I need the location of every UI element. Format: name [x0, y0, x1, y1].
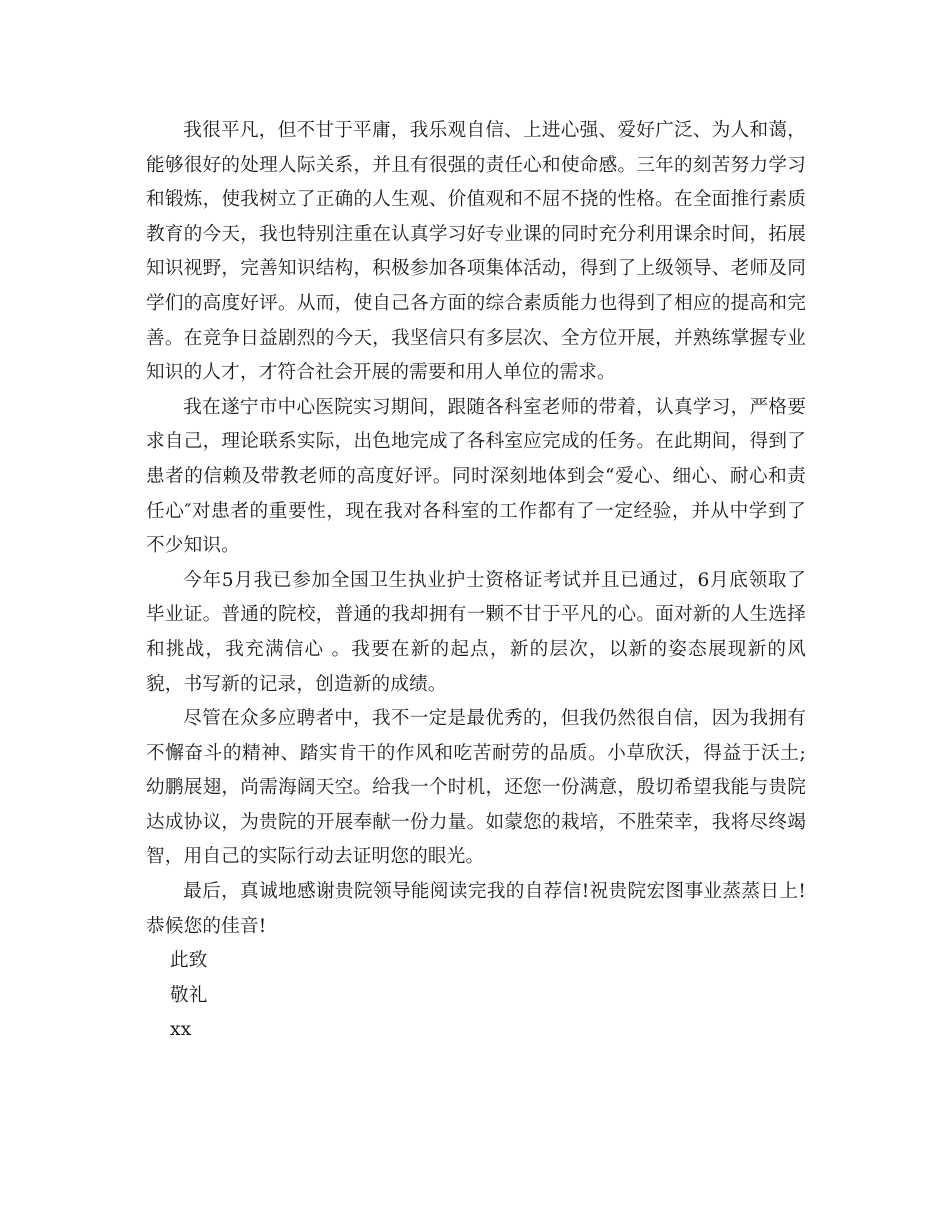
signature: xx	[170, 1019, 192, 1041]
paragraph-internship: 我在遂宁市中心医院实习期间，跟随各科室老师的带着，认真学习，严格要求自己，理论联系实际，出色地完成了各科室应完成的任务。在此期间，得到了患者的信赖及带教老师的高度好评。同时深刻地体到会“爱心、细心、耐心和责任心″对患者的重要性，现在我对各科室的工作都有了一定经验，并从中学到了不少知识。	[146, 396, 806, 557]
paragraph-certification: 今年5月我已参加全国卫生执业护士资格证考试并且已通过，6月底领取了毕业证。普通的院校，普通的我却拥有一颗不甘于平凡的心。面对新的人生选择和挑战，我充满信心 。我要在新的起点，新的层次，以新的姿态展现新的风貌，书写新的记录，创造新的成绩。	[146, 569, 806, 695]
closing-regards: 敬礼	[170, 984, 208, 1006]
paragraph-self-intro: 我很平凡，但不甘于平庸，我乐观自信、上进心强、爱好广泛、为人和蔼，能够很好的处理人际关系，并且有很强的责任心和使命感。三年的刻苦努力学习和锻炼，使我树立了正确的人生观、价值观和不屈不挠的性格。在全面推行素质教育的今天，我也特别注重在认真学习好专业课的同时充分利用课余时间，拓展知识视野，完善知识结构，积极参加各项集体活动，得到了上级领导、老师及同学们的高度好评。从而，使自己各方面的综合素质能力也得到了相应的提高和完善。在竞争日益剧烈的今天，我坚信只有多层次、全方位开展，并熟练掌握专业知识的人才，才符合社会开展的需要和用人单位的需求。	[146, 120, 806, 384]
paragraph-aspiration: 尽管在众多应聘者中，我不一定是最优秀的，但我仍然很自信，因为我拥有不懈奋斗的精神、踏实肯干的作风和吃苦耐劳的品质。小草欣沃，得益于沃土;幼鹏展翅，尚需海阔天空。给我一个时机，还您一份满意，殷切希望我能与贵院达成协议，为贵院的开展奉献一份力量。如蒙您的栽培，不胜荣幸，我将尽终竭智，用自己的实际行动去证明您的眼光。	[146, 708, 806, 868]
closing-salutation: 此致	[170, 950, 208, 972]
paragraph-thanks: 最后，真诚地感谢贵院领导能阅读完我的自荐信!祝贵院宏图事业蒸蒸日上!恭候您的佳音!	[146, 881, 806, 937]
letter-body	[146, 114, 806, 1048]
